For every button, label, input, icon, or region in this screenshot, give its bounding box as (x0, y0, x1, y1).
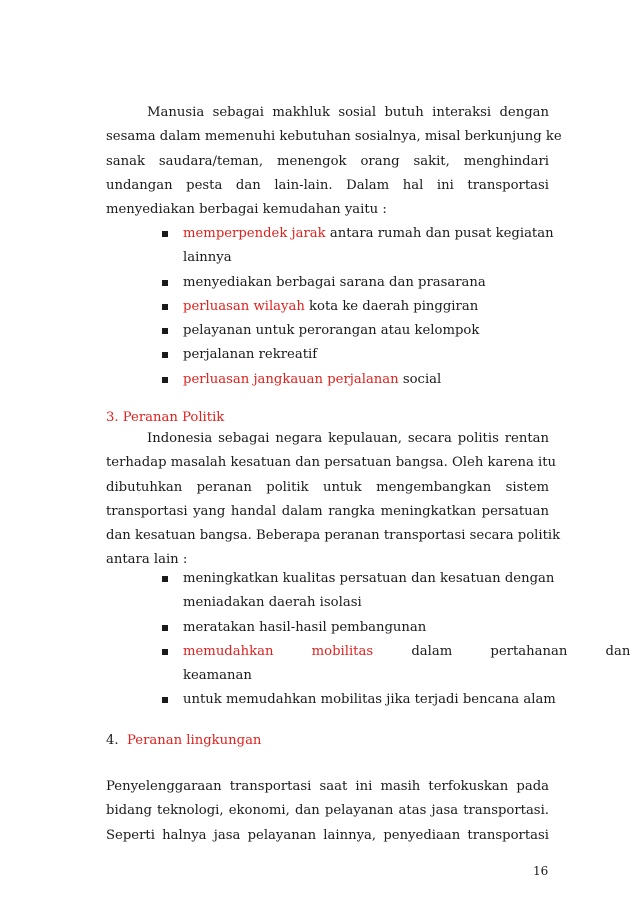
square-bullet-icon (162, 625, 168, 631)
section-heading: 3. Peranan Politik (106, 410, 225, 425)
politics-list (162, 567, 631, 713)
list-item-text: meningkatkan kualitas persatuan dan kesatuan dengan (183, 571, 555, 586)
square-bullet-icon (162, 377, 168, 383)
list-item-text: social (398, 371, 442, 387)
square-bullet-icon (162, 352, 168, 358)
paragraph-line: Seperti halnya jasa pelayanan lainnya, penyediaan transportasi (106, 827, 549, 843)
paragraph-line: Indonesia sebagai negara kepulauan, secara politis rentan (147, 431, 549, 446)
list-item-text: antara rumah dan pusat kegiatan (325, 226, 554, 241)
paragraph-line: terhadap masalah kesatuan dan persatuan bangsa. Oleh karena itu (106, 455, 557, 471)
paragraph-line: Penyelenggaraan transportasi saat ini masih terfokuskan pada (106, 779, 549, 794)
list-item (162, 616, 549, 640)
paragraph-line: dan kesatuan bangsa. Beberapa peranan transportasi secara politik (106, 528, 561, 544)
square-bullet-icon (162, 649, 168, 655)
paragraph-line: sesama dalam memenuhi kebutuhan sosialnya, misal berkunjung ke (106, 129, 562, 145)
paragraph-line: undangan pesta dan lain-lain. Dalam hal ini transportasi (106, 177, 549, 193)
square-bullet-icon (162, 328, 168, 334)
list-item-text: untuk memudahkan mobilitas jika terjadi bencana alam (183, 692, 556, 708)
highlight-term: memperpendek jarak (183, 226, 326, 241)
list-item (162, 271, 549, 295)
list-item-text: perjalanan rekreatif (183, 347, 318, 363)
list-item (162, 319, 549, 343)
highlight-term: perluasan jangkauan perjalanan (183, 371, 399, 387)
list-item (162, 295, 549, 319)
paragraph-line: Manusia sebagai makhluk sosial butuh interaksi dengan (147, 105, 549, 120)
section-title: Peranan lingkungan (126, 733, 262, 748)
square-bullet-icon (162, 304, 168, 310)
list-item-text: lainnya (183, 250, 232, 266)
square-bullet-icon (162, 576, 168, 582)
list-item-text: dalam pertahanan dan (411, 643, 631, 659)
list-item (162, 640, 631, 689)
list-item-text: kota ke daerah pinggiran (304, 298, 479, 314)
list-item (162, 222, 554, 271)
intro-paragraph (106, 101, 562, 222)
list-item-text: pelayanan untuk perorangan atau kelompok (183, 323, 480, 339)
environment-paragraph (106, 775, 549, 848)
list-item-text: keamanan (183, 668, 252, 684)
section-number: 4. (106, 733, 119, 748)
list-item (162, 368, 549, 392)
benefits-list (162, 222, 554, 392)
paragraph-line: transportasi yang handal dalam rangka meningkatkan persatuan (106, 503, 549, 519)
square-bullet-icon (162, 697, 168, 703)
paragraph-line: bidang teknologi, ekonomi, dan pelayanan atas jasa transportasi. (106, 803, 549, 819)
list-item (162, 343, 549, 367)
section-heading (106, 731, 261, 751)
page-number: 16 (533, 864, 549, 878)
politics-paragraph (106, 427, 561, 573)
paragraph-line: dibutuhkan peranan politik untuk mengembangkan sistem (106, 479, 549, 495)
list-item (162, 567, 555, 616)
highlight-term: memudahkan mobilitas (183, 643, 374, 659)
list-item-text: meratakan hasil-hasil pembangunan (183, 619, 427, 635)
list-item (162, 688, 556, 712)
paragraph-line: sanak saudara/teman, menengok orang sakit, menghindari (106, 153, 549, 169)
paragraph-line: menyediakan berbagai kemudahan yaitu : (106, 202, 387, 218)
square-bullet-icon (162, 280, 168, 286)
list-item-text: menyediakan berbagai sarana dan prasarana (183, 274, 486, 290)
paragraph-line: antara lain : (106, 552, 188, 568)
square-bullet-icon (162, 231, 168, 237)
highlight-term: perluasan wilayah (183, 298, 305, 314)
list-item-text: meniadakan daerah isolasi (183, 595, 362, 611)
